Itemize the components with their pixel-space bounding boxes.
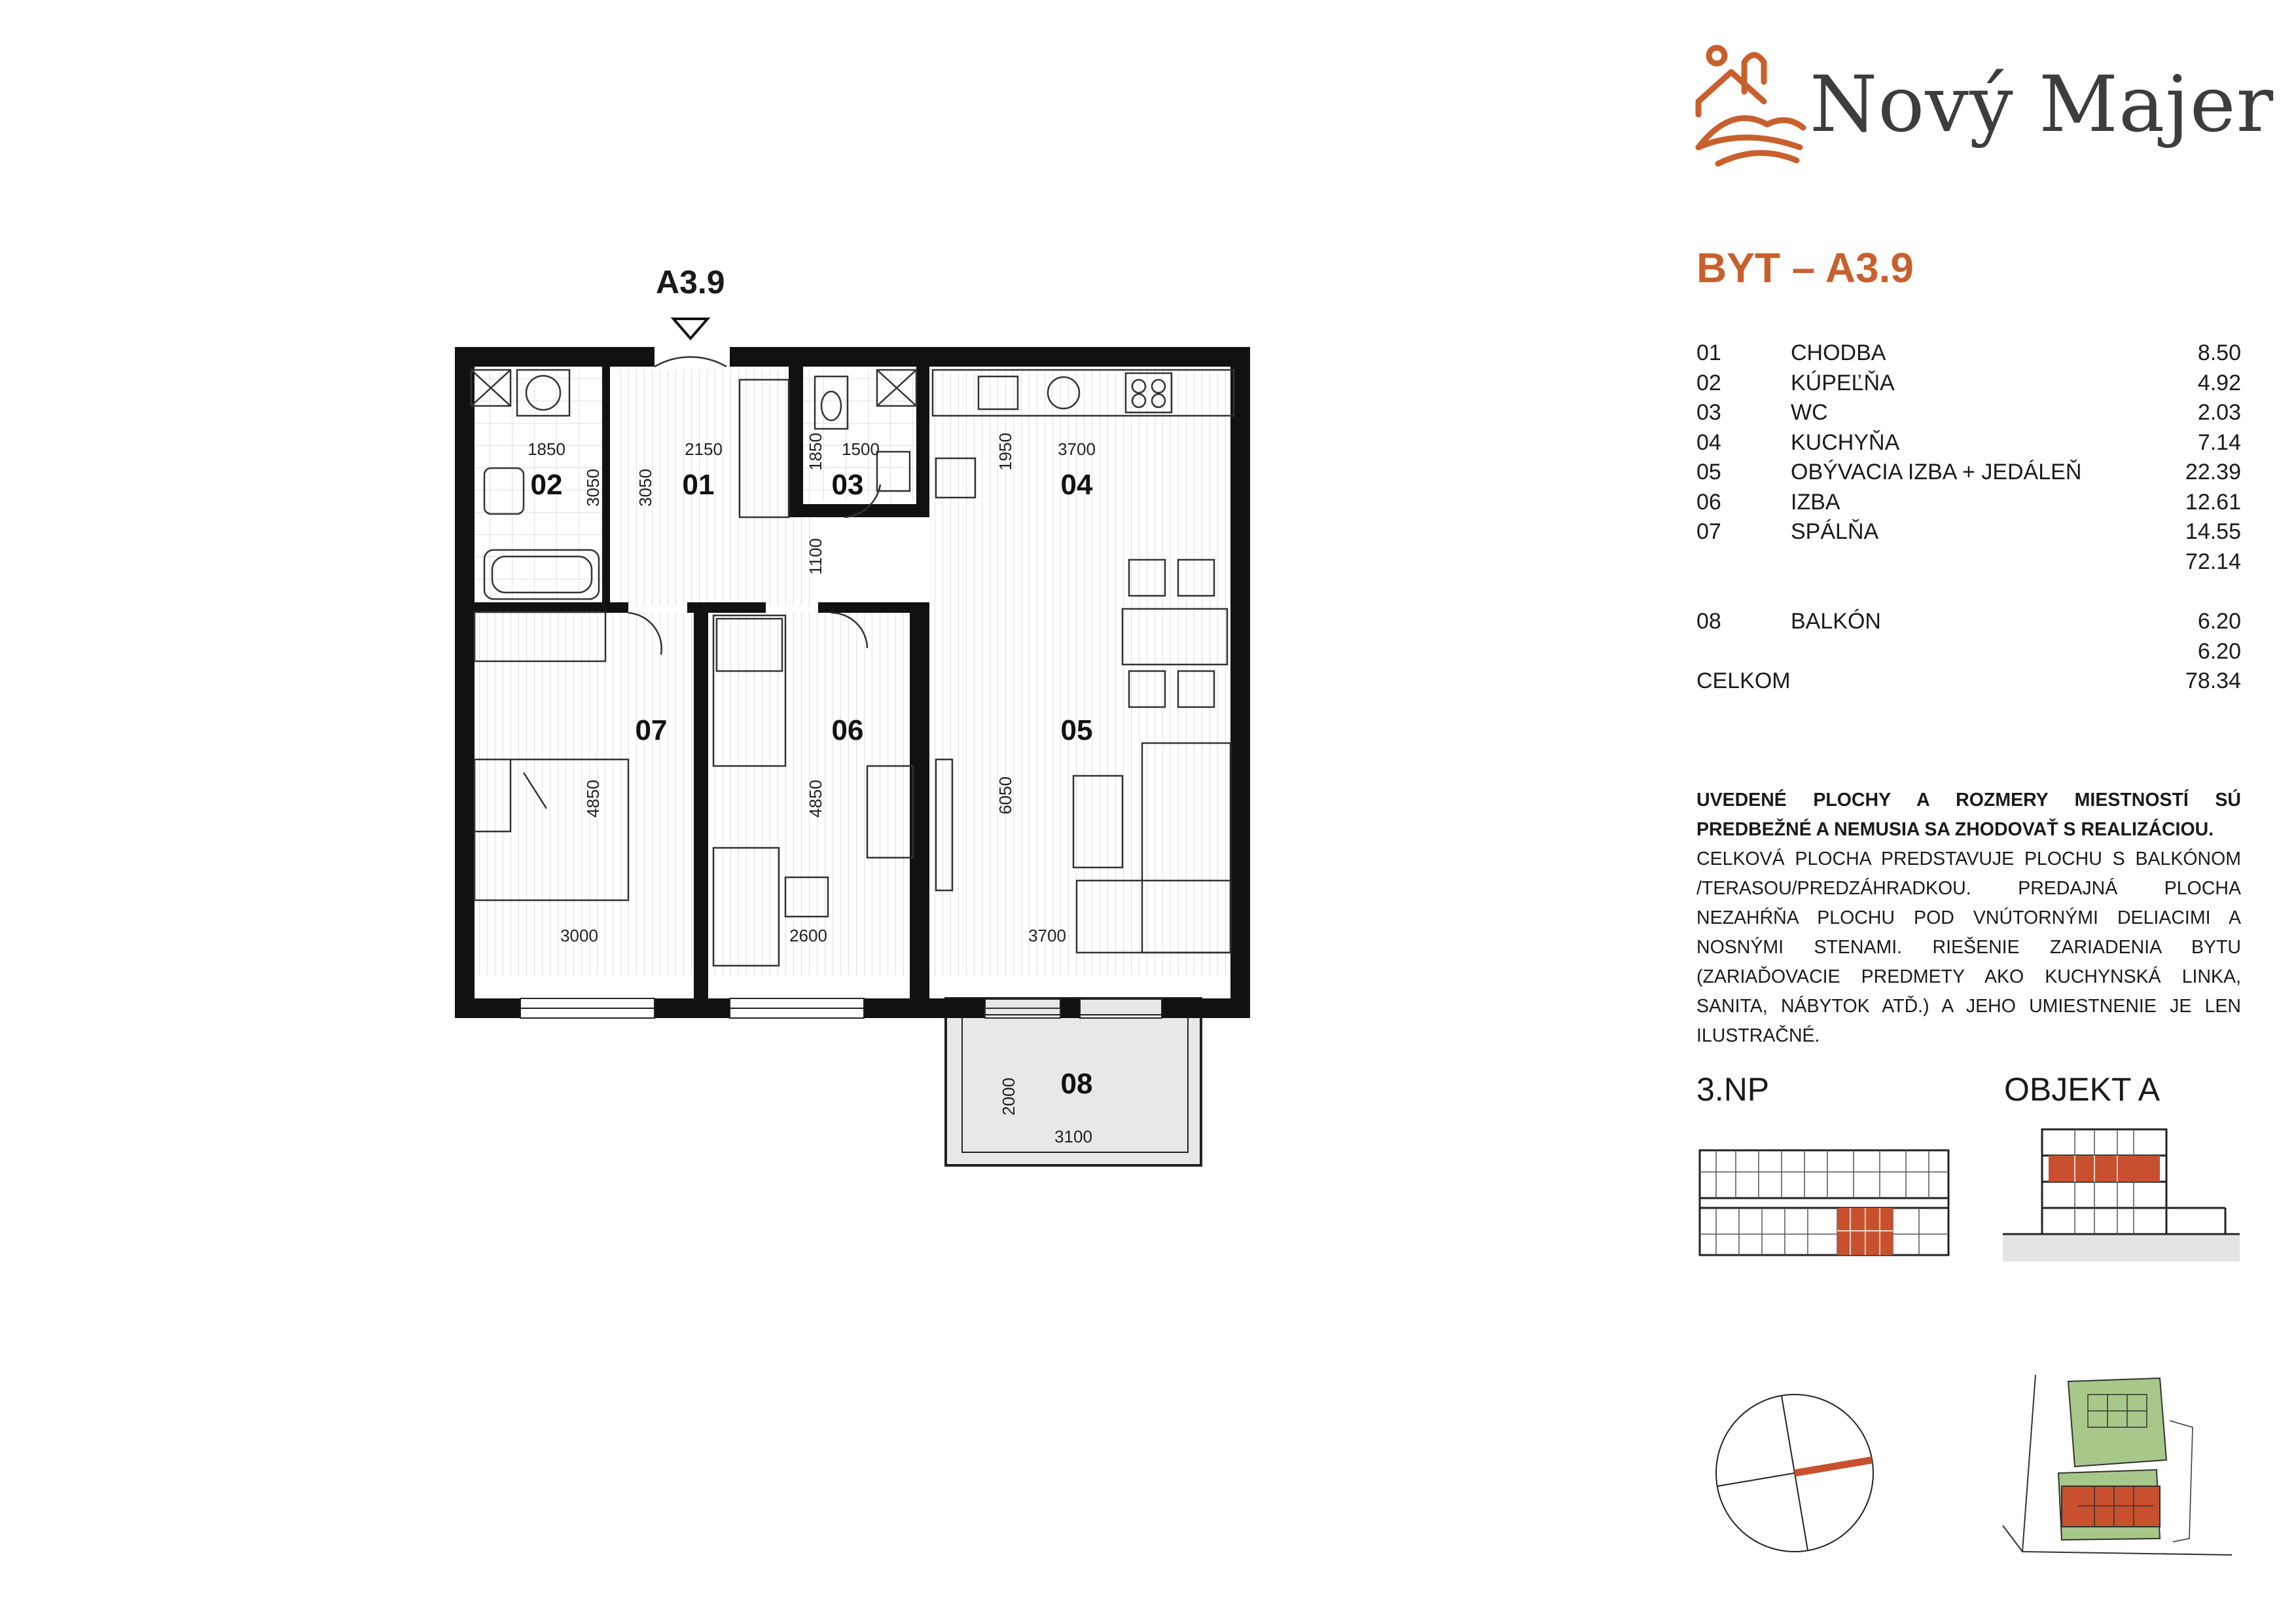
room-number: 07 xyxy=(1696,519,1721,544)
disclaimer-notice xyxy=(1696,786,2241,1051)
dimension-label: 1100 xyxy=(806,538,825,575)
apartment-title: BYT – A3.9 xyxy=(1696,244,1914,291)
room-area: 22.39 xyxy=(2185,460,2241,484)
room-number: 08 xyxy=(1696,609,1721,634)
grand-total-label: CELKOM xyxy=(1696,668,1791,693)
room-label: 02 xyxy=(530,469,563,501)
room-name: KUCHYŇA xyxy=(1791,429,1900,455)
dimension-label: 3700 xyxy=(1028,926,1066,945)
dimension-label: 3100 xyxy=(1054,1127,1092,1146)
building-section-key xyxy=(2003,1116,2240,1267)
entrance-marker-label: A3.9 xyxy=(656,264,725,301)
room-row xyxy=(1696,460,2241,490)
room-label: 08 xyxy=(1060,1068,1093,1100)
room-area: 12.61 xyxy=(2185,489,2241,515)
room-area: 14.55 xyxy=(2185,519,2241,544)
room-name: OBÝVACIA IZBA + JEDÁLEŇ xyxy=(1791,460,2082,484)
room-number: 04 xyxy=(1696,429,1721,455)
room-area: 8.50 xyxy=(2197,340,2241,365)
room-label: 07 xyxy=(635,714,668,746)
room-number: 01 xyxy=(1696,340,1721,365)
room-area: 6.20 xyxy=(2197,609,2241,634)
room-area: 2.03 xyxy=(2197,400,2241,425)
room-name: KÚPEĽŇA xyxy=(1791,370,1895,395)
dimension-label: 4850 xyxy=(583,780,603,818)
room-area: 4.92 xyxy=(2197,370,2241,395)
interior-total: 72.14 xyxy=(2185,549,2241,574)
dimension-label: 1500 xyxy=(842,439,880,459)
room-row xyxy=(1696,340,2241,371)
balcony-total: 6.20 xyxy=(2197,638,2241,664)
room-area: 7.14 xyxy=(2197,429,2241,455)
room-label: 03 xyxy=(831,469,864,501)
room-name: IZBA xyxy=(1791,489,1840,515)
grand-total-row xyxy=(1696,668,2241,699)
dimension-label: 2150 xyxy=(685,439,723,459)
room-label: 04 xyxy=(1060,469,1093,501)
room-label: 05 xyxy=(1060,714,1093,746)
room-number: 06 xyxy=(1696,489,1721,515)
room-name: CHODBA xyxy=(1791,340,1886,365)
dimension-label: 3000 xyxy=(560,926,598,945)
floor-label: 3.NP xyxy=(1696,1071,1770,1108)
dimension-label: 2000 xyxy=(999,1078,1018,1116)
disclaimer-text: CELKOVÁ PLOCHA PREDSTAVUJE PLOCHU S BALKÓNOM /TERASOU/PREDZÁHRADKOU. PREDAJNÁ PLOCHA NEZAHŔŇA PLOCHU POD VNÚTORNÝMI DELIACIMI A NOSNÝMI STENAMI. RIEŠENIE ZARIADENIA BYTU (ZARIAĎOVACIE PREDMETY AKO KUCHYNSKÁ LINKA, SANITA, NÁBYTOK ATĎ.) A JEHO UMIESTNENIE JE LEN ILUSTRAČNÉ. xyxy=(1696,848,2241,1046)
site-plan-map xyxy=(1996,1368,2238,1565)
room-row xyxy=(1696,400,2241,430)
dimension-label: 6050 xyxy=(996,776,1015,814)
room-row xyxy=(1696,490,2241,520)
dimension-label: 3050 xyxy=(583,469,603,507)
building-highlight xyxy=(2062,1486,2160,1527)
dimension-label: 1850 xyxy=(806,433,825,471)
room-name: SPÁLŇA xyxy=(1791,519,1879,544)
apartment-floor-plan xyxy=(445,262,1263,1192)
room-number: 03 xyxy=(1696,400,1721,425)
dimension-label: 4850 xyxy=(806,780,825,818)
grand-total: 78.34 xyxy=(2185,668,2241,693)
room-number: 02 xyxy=(1696,370,1721,395)
floor-key-plan xyxy=(1696,1142,1952,1267)
section-highlight xyxy=(2049,1156,2160,1182)
dimension-label: 3700 xyxy=(1058,439,1096,459)
dimension-label: 1850 xyxy=(528,439,565,459)
room-area-table xyxy=(1696,340,2241,699)
balcony-row xyxy=(1696,609,2241,639)
room-label: 01 xyxy=(682,469,715,501)
compass-icon xyxy=(1710,1388,1880,1558)
room-number: 05 xyxy=(1696,460,1721,484)
balcony-total-row xyxy=(1696,639,2241,669)
room-row xyxy=(1696,371,2241,401)
interior-total-row xyxy=(1696,549,2241,579)
object-label: OBJEKT A xyxy=(2004,1071,2161,1108)
dimension-label: 1950 xyxy=(996,433,1015,471)
room-label: 06 xyxy=(831,714,864,746)
disclaimer-bold: UVEDENÉ PLOCHY A ROZMERY MIESTNOSTÍ SÚ PREDBEŽNÉ A NEMUSIA SA ZHODOVAŤ S REALIZÁCIOU. xyxy=(1696,790,2241,840)
brand-name: Nový Majer xyxy=(1810,59,2274,149)
room-name: WC xyxy=(1791,400,1828,425)
dimension-label: 3050 xyxy=(636,469,655,507)
dimension-label: 2600 xyxy=(789,926,827,945)
room-name: BALKÓN xyxy=(1791,609,1881,634)
room-row xyxy=(1696,430,2241,460)
room-row xyxy=(1696,519,2241,549)
